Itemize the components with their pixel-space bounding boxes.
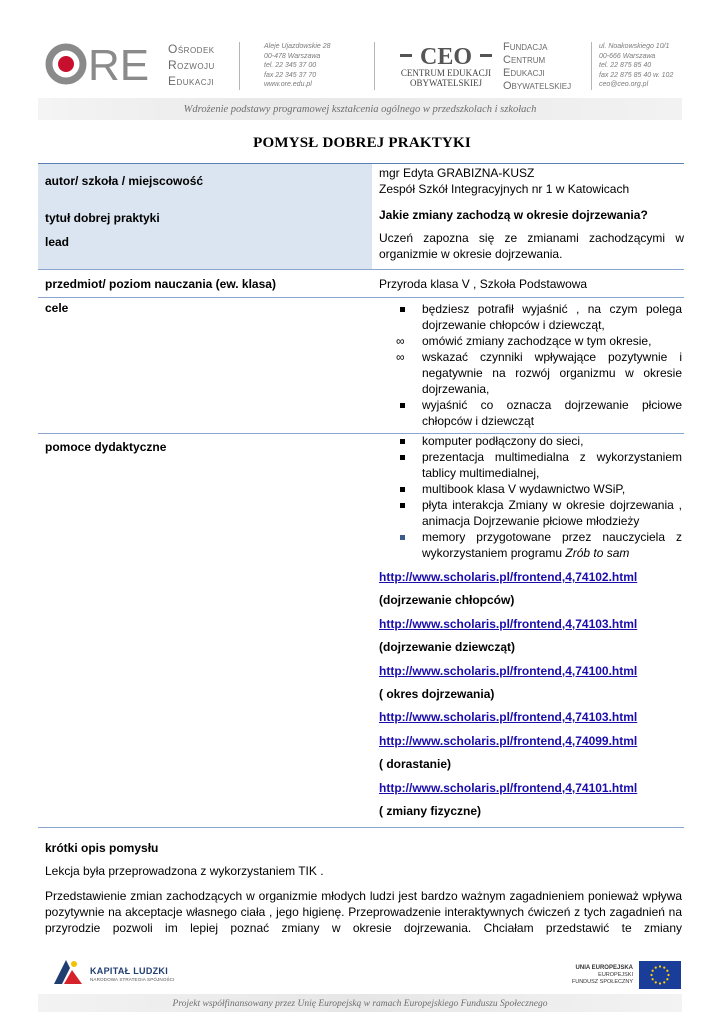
resource-link-row (379, 733, 682, 756)
aids-list (379, 433, 682, 561)
summary-label: krótki opis pomysłu (45, 841, 159, 855)
resource-link[interactable]: http://www.scholaris.pl/frontend,4,74101.html (379, 780, 638, 795)
eu-star-icon (667, 974, 669, 976)
header-divider (239, 42, 240, 90)
table-row-summary (38, 828, 684, 855)
list-item-text: wyjaśnić co oznacza dojrzewanie płciowe chłopców i dziewcząt (422, 398, 682, 428)
square-bullet-icon (400, 535, 405, 540)
address-line: fax 22 345 37 70 (264, 71, 317, 79)
list-item-italic-text: Zrób to sam (565, 546, 630, 560)
resource-link-row (379, 709, 682, 732)
eu-star-icon (659, 965, 661, 967)
eu-star-icon (652, 978, 654, 980)
summary-paragraph: Przedstawienie zmian zachodzących w organizmie młodych ludzi jest bardzo ważnym zagadnieniem ponieważ wpływa pozytywnie na akceptacje własnego ciała , jego higienę. Przeprowadzenie interaktywnych ćwiczeń z tych zagadnień na przyrodzie pozwoli im lepiej poznać zmiany w okresie dojrzewania. Chciałam przedstawić te zmiany (45, 889, 682, 935)
page-header (38, 34, 682, 120)
ore-name-line: Ośrodek (168, 42, 215, 56)
list-item (379, 433, 682, 449)
infinity-bullet-icon: ∞ (396, 334, 405, 348)
table-row-goals (38, 298, 684, 434)
eu-label (553, 965, 633, 986)
ore-name-line: Rozwoju (168, 58, 215, 72)
square-bullet-icon (400, 439, 405, 444)
ceo-logo-subtitle-1: CENTRUM EDUKACJI (400, 68, 492, 78)
ceo-name-line: Centrum (503, 54, 546, 66)
list-item (379, 333, 682, 349)
links-block (379, 569, 682, 826)
square-bullet-icon (400, 503, 405, 508)
resource-note: ( dorastanie) (379, 757, 452, 772)
address-line: 00-478 Warszawa (264, 52, 321, 60)
ceo-logo-subtitle-2: OBYWATELSKIEJ (410, 78, 482, 88)
list-item (379, 481, 682, 497)
lead-value: Uczeń zapozna się ze zmianami zachodzącymi w organizmie w okresie dojrzewania. (379, 231, 684, 261)
ore-name (168, 41, 215, 89)
resource-note: ( zmiany fizyczne) (379, 803, 482, 818)
infinity-bullet-icon: ∞ (396, 350, 405, 364)
eu-star-icon (650, 974, 652, 976)
ceo-name-line: Fundacja (503, 41, 548, 53)
author-school: Zespół Szkół Integracyjnych nr 1 w Katowicach (379, 182, 630, 196)
table-row-subject (38, 270, 684, 298)
square-bullet-icon (400, 307, 405, 312)
address-line: fax 22 875 85 40 w. 102 (599, 71, 674, 79)
ceo-name-line: Obywatelskiej (503, 80, 572, 92)
list-item-text: omówić zmiany zachodzące w tym okresie, (422, 334, 652, 348)
ore-name-line: Edukacji (168, 74, 215, 88)
list-item (379, 497, 682, 529)
list-item-text: będziesz potrafił wyjaśnić , na czym polega dojrzewanie chłopców i dziewcząt, (422, 302, 682, 332)
resource-note: (dojrzewanie chłopców) (379, 593, 515, 608)
ceo-logo-letters: CEO (419, 44, 473, 70)
eu-star-icon (666, 978, 668, 980)
document-title: POMYSŁ DOBREJ PRAKTYKI (253, 135, 471, 151)
list-item (379, 349, 682, 397)
list-item (379, 397, 682, 429)
resource-link-row (379, 780, 682, 803)
ceo-logo (398, 40, 494, 90)
summary-line: Lekcja była przeprowadzona z wykorzystaniem TIK . (45, 864, 324, 878)
ore-address (264, 42, 331, 90)
practice-table (38, 163, 684, 855)
resource-link-row (379, 569, 682, 592)
address-line: www.ore.edu.pl (264, 81, 312, 88)
resource-link-row (379, 663, 682, 686)
address-line: tel. 22 875 85 40 (599, 62, 652, 69)
address-line: Aleje Ujazdowskie 28 (264, 43, 331, 50)
kapital-ludzki-title: KAPITAŁ LUDZKI (90, 966, 169, 976)
list-item (379, 529, 682, 561)
ore-logo (44, 42, 162, 86)
table-row-aids (38, 434, 684, 828)
ceo-name (503, 41, 571, 93)
goals-list (379, 301, 682, 429)
kapital-ludzki-subtitle: NARODOWA STRATEGIA SPÓJNOŚCI (90, 977, 175, 982)
list-item-text: płyta interakcja Zmiany w okresie dojrzewania , animacja Dojrzewanie płciowe młodzieży (422, 498, 682, 528)
subject-label: przedmiot/ poziom nauczania (ew. klasa) (45, 277, 276, 291)
goals-label: cele (45, 301, 69, 315)
eu-star-icon (659, 982, 661, 984)
list-item-text: komputer podłączony do sieci, (422, 434, 584, 448)
page-footer (38, 952, 682, 1014)
list-item (379, 449, 682, 481)
address-line: tel. 22 345 37 00 (264, 62, 317, 69)
eu-star-icon (663, 981, 665, 983)
resource-link-row (379, 616, 682, 639)
practice-title-value: Jakie zmiany zachodzą w okresie dojrzewania? (379, 208, 648, 222)
resource-link[interactable]: http://www.scholaris.pl/frontend,4,74099.html (379, 733, 638, 748)
square-bullet-icon (400, 403, 405, 408)
table-row-info (38, 164, 684, 270)
resource-link[interactable]: http://www.scholaris.pl/frontend,4,74103.html (379, 710, 638, 725)
square-bullet-icon (400, 487, 405, 492)
list-item-text: prezentacja multimedialna z wykorzystaniem tablicy multimedialnej, (422, 450, 682, 480)
list-item (379, 301, 682, 333)
list-item-text: multibook klasa V wydawnictwo WSiP, (422, 482, 626, 496)
resource-note: ( okres dojrzewania) (379, 686, 495, 701)
header-divider (591, 42, 592, 90)
resource-note: (dojrzewanie dziewcząt) (379, 640, 516, 655)
footer-text: Projekt współfinansowany przez Unię Europejską w ramach Europejskiego Funduszu Społecznego (172, 999, 548, 1009)
eu-star-icon (655, 981, 657, 983)
list-item-text: wskazać czynniki wpływające pozytywnie i negatywnie na rozwój organizmu w okresie dojrzewania, (422, 350, 682, 396)
eu-label-line: EUROPEJSKI (598, 972, 633, 978)
ceo-name-line: Edukacji (503, 67, 545, 79)
author-label: autor/ szkoła / miejscowość (45, 174, 204, 188)
eu-star-icon (655, 967, 657, 969)
lead-label: lead (45, 235, 70, 249)
author-name: mgr Edyta GRABIZNA-KUSZ (379, 166, 535, 180)
practice-title-label: tytuł dobrej praktyki (45, 211, 160, 225)
address-line: ceo@ceo.org.pl (599, 81, 649, 88)
header-divider (374, 42, 375, 90)
aids-value (379, 433, 682, 826)
address-line: ul. Noakowskiego 10/1 (599, 43, 670, 50)
address-line: 00-666 Warszawa (599, 52, 656, 60)
goals-value (379, 301, 682, 429)
ceo-address (599, 42, 673, 90)
resource-link[interactable]: http://www.scholaris.pl/frontend,4,74102.html (379, 570, 638, 584)
eu-label-line: FUNDUSZ SPOŁECZNY (571, 979, 633, 985)
ore-logo-letters: RE (88, 42, 150, 86)
subject-value: Przyroda klasa V , Szkoła Podstawowa (379, 277, 588, 291)
header-tagline: Wdrożenie podstawy programowej kształcenia ogólnego w przedszkolach i szkołach (183, 104, 537, 115)
aids-label: pomoce dydaktyczne (45, 440, 167, 454)
eu-flag-icon (639, 961, 681, 989)
square-bullet-icon (400, 455, 405, 460)
kapital-ludzki-logo (52, 958, 84, 986)
author-value (379, 165, 684, 197)
resource-link[interactable]: http://www.scholaris.pl/frontend,4,74103.html (379, 616, 638, 631)
eu-star-icon (663, 967, 665, 969)
eu-label-line: UNIA EUROPEJSKA (575, 965, 633, 971)
list-item-text: memory przygotowane przez nauczyciela z wykorzystaniem programu (422, 530, 682, 560)
eu-star-icon (652, 970, 654, 972)
resource-link[interactable]: http://www.scholaris.pl/frontend,4,74100.html (379, 663, 638, 678)
eu-star-icon (666, 970, 668, 972)
